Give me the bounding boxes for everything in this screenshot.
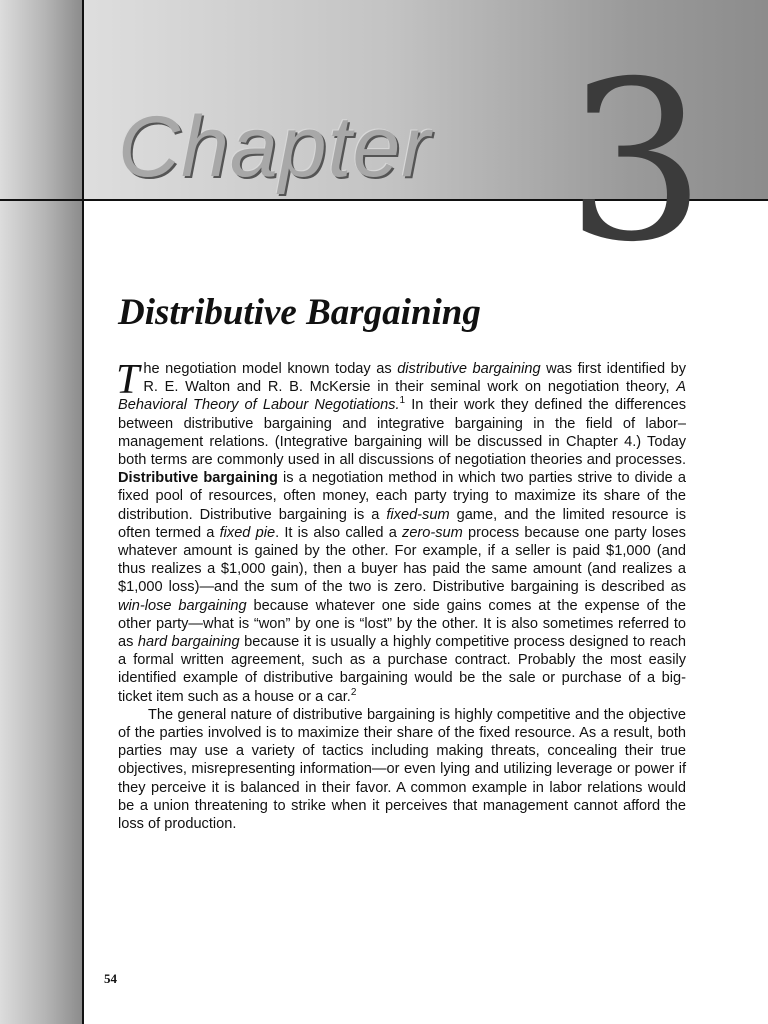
text-run: is a negotiation method in which two parties strive to divide a fixed pool of resources, often money, each party trying to maximize its share of the distribution. Distributive bargaining is a bbox=[118, 470, 686, 523]
bold-term: Distributive bargaining bbox=[118, 470, 278, 487]
body-text bbox=[116, 357, 687, 833]
chapter-word: Chapter bbox=[118, 99, 431, 195]
page-number: 54 bbox=[104, 971, 117, 986]
text-run: because whatever one side gains comes at the expense of the other party—what is “won” by one is “lost” by the other. It is also sometimes referred to as bbox=[118, 597, 686, 651]
text-run: process because one party loses whatever amount is gained by the other. For example, if a seller is paid $1,000 (and thus realizes a $1,000 gain), then a buyer has paid the same amount (and realizes a $1,000 loss)—and the sum of the two is zero. Distributive bargaining is described as bbox=[118, 524, 686, 596]
paragraph-2: The general nature of distributive bargaining is highly competitive and the objective of the parties involved is to maximize their share of the fixed resource. As a result, both parties may use a variety of tactics including making threats, concealing their true objectives, misrepresenting information—or even lying and utilizing leverage or power if they perceive it is balanced in their favor. A common example in labor relations would be a union threatening to strike when it perceives that management cannot afford the loss of production. bbox=[118, 706, 686, 833]
italic-term: fixed-sum bbox=[386, 506, 450, 523]
italic-term: zero-sum bbox=[402, 524, 463, 541]
left-gray-band bbox=[0, 0, 82, 1024]
chapter-title: Distributive Bargaining bbox=[118, 291, 481, 333]
book-title: A Behavioral Theory of Labour Negotiations. bbox=[118, 379, 686, 414]
italic-term: win-lose bargaining bbox=[118, 597, 247, 614]
italic-term: hard bargaining bbox=[137, 634, 240, 651]
text-run: he negotiation model known today as bbox=[143, 361, 398, 377]
text-run: In their work they defined the differences between distributive bargaining and integrative bargaining in the field of labor–management relations. (Integrative bargaining will be discussed in Chapter 4.) Today both terms are commonly used in all discussions of negotiation theories and processes. bbox=[118, 397, 686, 469]
drop-cap: T bbox=[116, 357, 140, 403]
italic-term: fixed pie bbox=[219, 524, 276, 541]
text-run: . It is also called a bbox=[275, 524, 403, 541]
text-run: because it is usually a highly competitive process designed to reach a formal written agreement, such as a purchase contract. Probably the most easily identified example of distributive bargaining would be the sale or purchase of a big-ticket item such as a house or a car. bbox=[118, 634, 686, 705]
footnote-marker: 2 bbox=[350, 686, 357, 698]
text-run: was first identified by R. E. Walton and R. B. McKersie in their seminal work on negotiation theory, bbox=[143, 361, 687, 396]
paragraph-1 bbox=[116, 357, 687, 706]
footnote-marker: 1 bbox=[399, 395, 406, 407]
vertical-rule bbox=[82, 0, 84, 1024]
italic-term: distributive bargaining bbox=[397, 361, 541, 377]
chapter-number: 3 bbox=[566, 34, 706, 290]
text-run: game, and the limited resource is often termed a bbox=[118, 506, 686, 541]
